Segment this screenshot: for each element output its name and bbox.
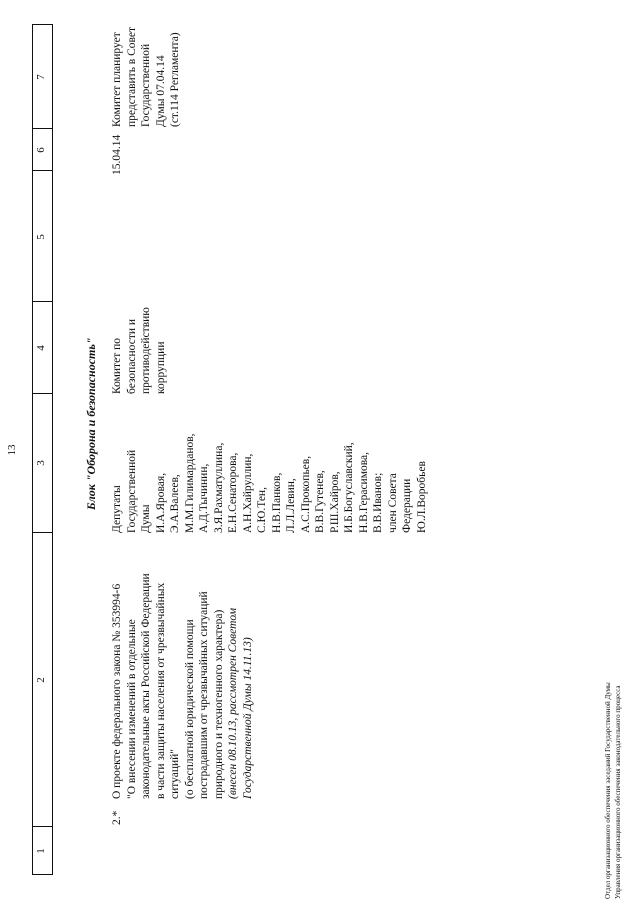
- committee-line: Комитет по: [111, 338, 123, 394]
- author-line: Депутаты: [111, 485, 123, 533]
- author-line: Федерации: [401, 478, 413, 533]
- committee-line: противодействию: [140, 307, 152, 394]
- description-line: природного и техногенного характера): [212, 609, 225, 799]
- column-header-4: 4: [35, 345, 47, 351]
- author-line: Э.А.Валеев,: [169, 474, 181, 533]
- author-line: А.Д.Тычинин,: [198, 463, 210, 533]
- author-line: В.В.Иванов;: [372, 472, 384, 533]
- header-divider: [32, 170, 53, 171]
- date: 15.04.14: [111, 134, 123, 175]
- author-line: С.Ю.Тен,: [256, 487, 268, 533]
- note-line: представить в Совет: [125, 26, 138, 127]
- description-line: (внесен 08.10.13, рассмотрен Советом: [227, 607, 239, 799]
- author-line: Р.Ш.Хайров,: [328, 471, 341, 533]
- note-line: Государственной: [140, 43, 152, 127]
- description-line: в части защиты населения от чрезвычайных: [154, 582, 167, 799]
- header-divider: [32, 24, 53, 25]
- committee-line: коррупции: [154, 341, 167, 394]
- author-line: З.Я.Рахматуллина,: [212, 442, 225, 533]
- author-line: Л.Л.Левин,: [285, 478, 297, 533]
- author-line: Государственной: [125, 449, 138, 533]
- header-divider: [32, 301, 53, 302]
- column-header-6: 6: [35, 147, 47, 153]
- description-line: "О внесении изменений в отдельные: [125, 619, 138, 799]
- note-line: Думы 07.04.14: [154, 55, 167, 127]
- author-line: Е.Н.Сенаторова,: [227, 452, 239, 533]
- header-divider: [32, 128, 53, 129]
- description-line: законодательные акты Российской Федерации: [140, 573, 152, 799]
- author-line: В.В.Гутенев,: [314, 470, 326, 533]
- header-divider: [32, 393, 53, 394]
- author-line: А.С.Прокопьев,: [299, 455, 312, 533]
- footer-line: Управления организационного обеспечения законодательного процесса: [613, 685, 622, 899]
- column-header-5: 5: [35, 234, 47, 240]
- description-line: (о бесплатной юридической помощи: [183, 619, 196, 799]
- description-line: ситуаций": [169, 749, 181, 799]
- author-line: М.М.Гилимарданов,: [183, 433, 196, 533]
- footer-line: Отдел организационного обеспечения заседаний Государственной Думы: [604, 682, 612, 899]
- note-line: Комитет планирует: [111, 32, 123, 127]
- author-line: член Совета: [386, 473, 399, 533]
- description-line: Государственной Думы 14.11.13): [241, 637, 254, 799]
- author-line: Думы: [140, 504, 152, 533]
- column-header-3: 3: [35, 460, 47, 466]
- header-divider: [32, 826, 53, 827]
- column-header-2: 2: [35, 677, 47, 683]
- author-line: И.Б.Богуславский,: [343, 442, 355, 533]
- description-line: пострадавшим от чрезвычайных ситуаций: [198, 591, 210, 799]
- description-line: О проекте федерального закона № 353994-6: [111, 583, 123, 799]
- column-header-7: 7: [35, 74, 47, 80]
- author-line: Н.В.Панков,: [270, 472, 283, 533]
- author-line: Н.В.Герасимова,: [357, 452, 370, 533]
- header-divider: [32, 532, 53, 533]
- note-line: (ст.114 Регламента): [169, 32, 181, 127]
- author-line: Ю.Л.Воробьев: [415, 461, 428, 533]
- header-top-border: [32, 25, 33, 875]
- row-number: 2.*: [111, 810, 123, 825]
- committee-line: безопасности и: [125, 318, 138, 394]
- block-title: Блок "Оборона и безопасность": [84, 337, 98, 510]
- page-number: 13: [6, 444, 18, 456]
- author-line: И.А.Яровая,: [154, 472, 167, 533]
- footer: [604, 682, 623, 899]
- author-line: А.Н.Хайруллин,: [241, 453, 254, 533]
- header-divider: [32, 874, 53, 875]
- header-bottom-border: [52, 25, 53, 875]
- column-header-1: 1: [35, 848, 47, 854]
